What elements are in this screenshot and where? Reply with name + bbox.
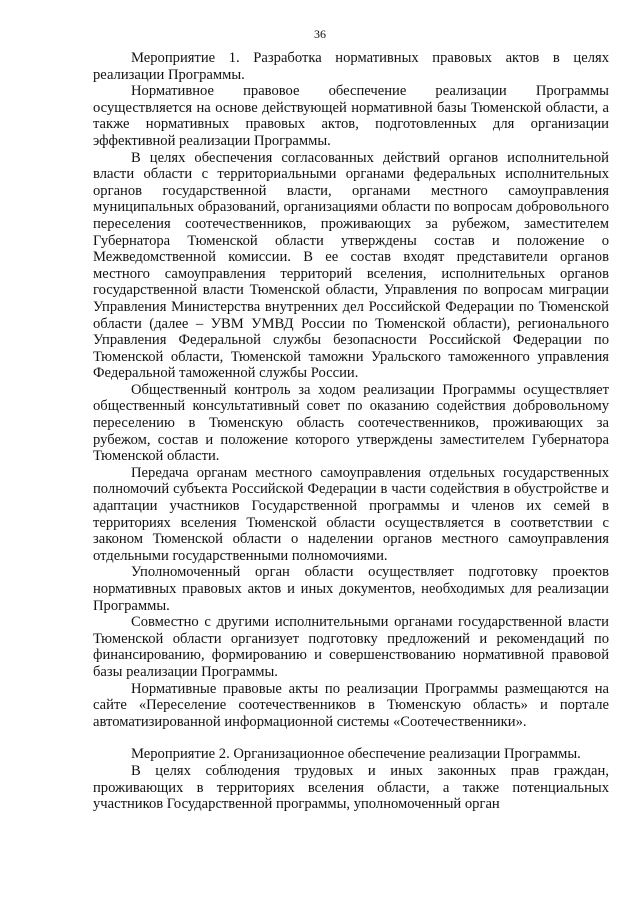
document-body [93, 50, 609, 813]
paragraph-authorized-body: Уполномоченный орган области осуществляет подготовку проектов нормативных правовых актов и иных документов, необходимых для реализации Программы. [93, 564, 609, 614]
paragraph-delegation-of-powers: Передача органам местного самоуправления отдельных государственных полномочий субъекта Российской Федерации в части содействия в обустройстве и адаптации участников Государственной программы и членов их семей в территориях вселения Тюменской области осуществляется в соответствии с законом Тюменской области о наделении органов местного самоуправления отдельными государственными полномочиями. [93, 464, 609, 564]
paragraph-event-1-heading: Мероприятие 1. Разработка нормативных правовых актов в целях реализации Программы. [93, 50, 609, 83]
paragraph-publication: Нормативные правовые акты по реализации Программы размещаются на сайте «Переселение соотечественников в Тюменскую область» и портале автоматизированной информационной системы «Соотечественники». [93, 680, 609, 730]
paragraph-event-2-heading: Мероприятие 2. Организационное обеспечение реализации Программы. [131, 746, 581, 763]
paragraph-interagency-commission: В целях обеспечения согласованных действий органов исполнительной власти области с территориальными органами федеральных исполнительных органов государственной власти, органами местного самоуправления муниципальных образований, организациями области по вопросам добровольного переселения соотечественников, проживающих за рубежом, заместителем Губернатора Тюменской области утверждены состав и положение о Межведомственной комиссии. В ее состав входят представители органов местного самоуправления территорий вселения, исполнительных органов государственной власти Тюменской области, Управления по вопросам миграции Управления Министерства внутренних дел Российской Федерации по Тюменской области (далее – УВМ УМВД России по Тюменской области), регионального Управления Федеральной службы безопасности Российской Федерации по Тюменской области, Тюменской таможни Уральского таможенного управления Федеральной таможенной службы России. [93, 149, 609, 382]
paragraph-labor-rights: В целях соблюдения трудовых и иных законных прав граждан, проживающих в территориях вселения области, а также потенциальных участников Государственной программы, уполномоченный орган [93, 762, 609, 813]
paragraph-joint-work: Совместно с другими исполнительными органами государственной власти Тюменской области организует подготовку предложений и рекомендаций по финансированию, формированию и совершенствованию нормативной правовой базы реализации Программы. [93, 614, 609, 680]
paragraph-normative-support: Нормативное правовое обеспечение реализации Программы осуществляется на основе действующей нормативной базы Тюменской области, а также нормативных правовых актов, подготовленных для организации эффективной реализации Программы. [93, 83, 609, 149]
page-number: 36 [314, 27, 326, 41]
paragraph-public-control: Общественный контроль за ходом реализации Программы осуществляет общественный консультативный совет по оказанию содействия добровольному переселению в Тюменскую область соотечественников, проживающих за рубежом, состав и положение которого утверждены заместителем Губернатора Тюменской области. [93, 381, 609, 465]
